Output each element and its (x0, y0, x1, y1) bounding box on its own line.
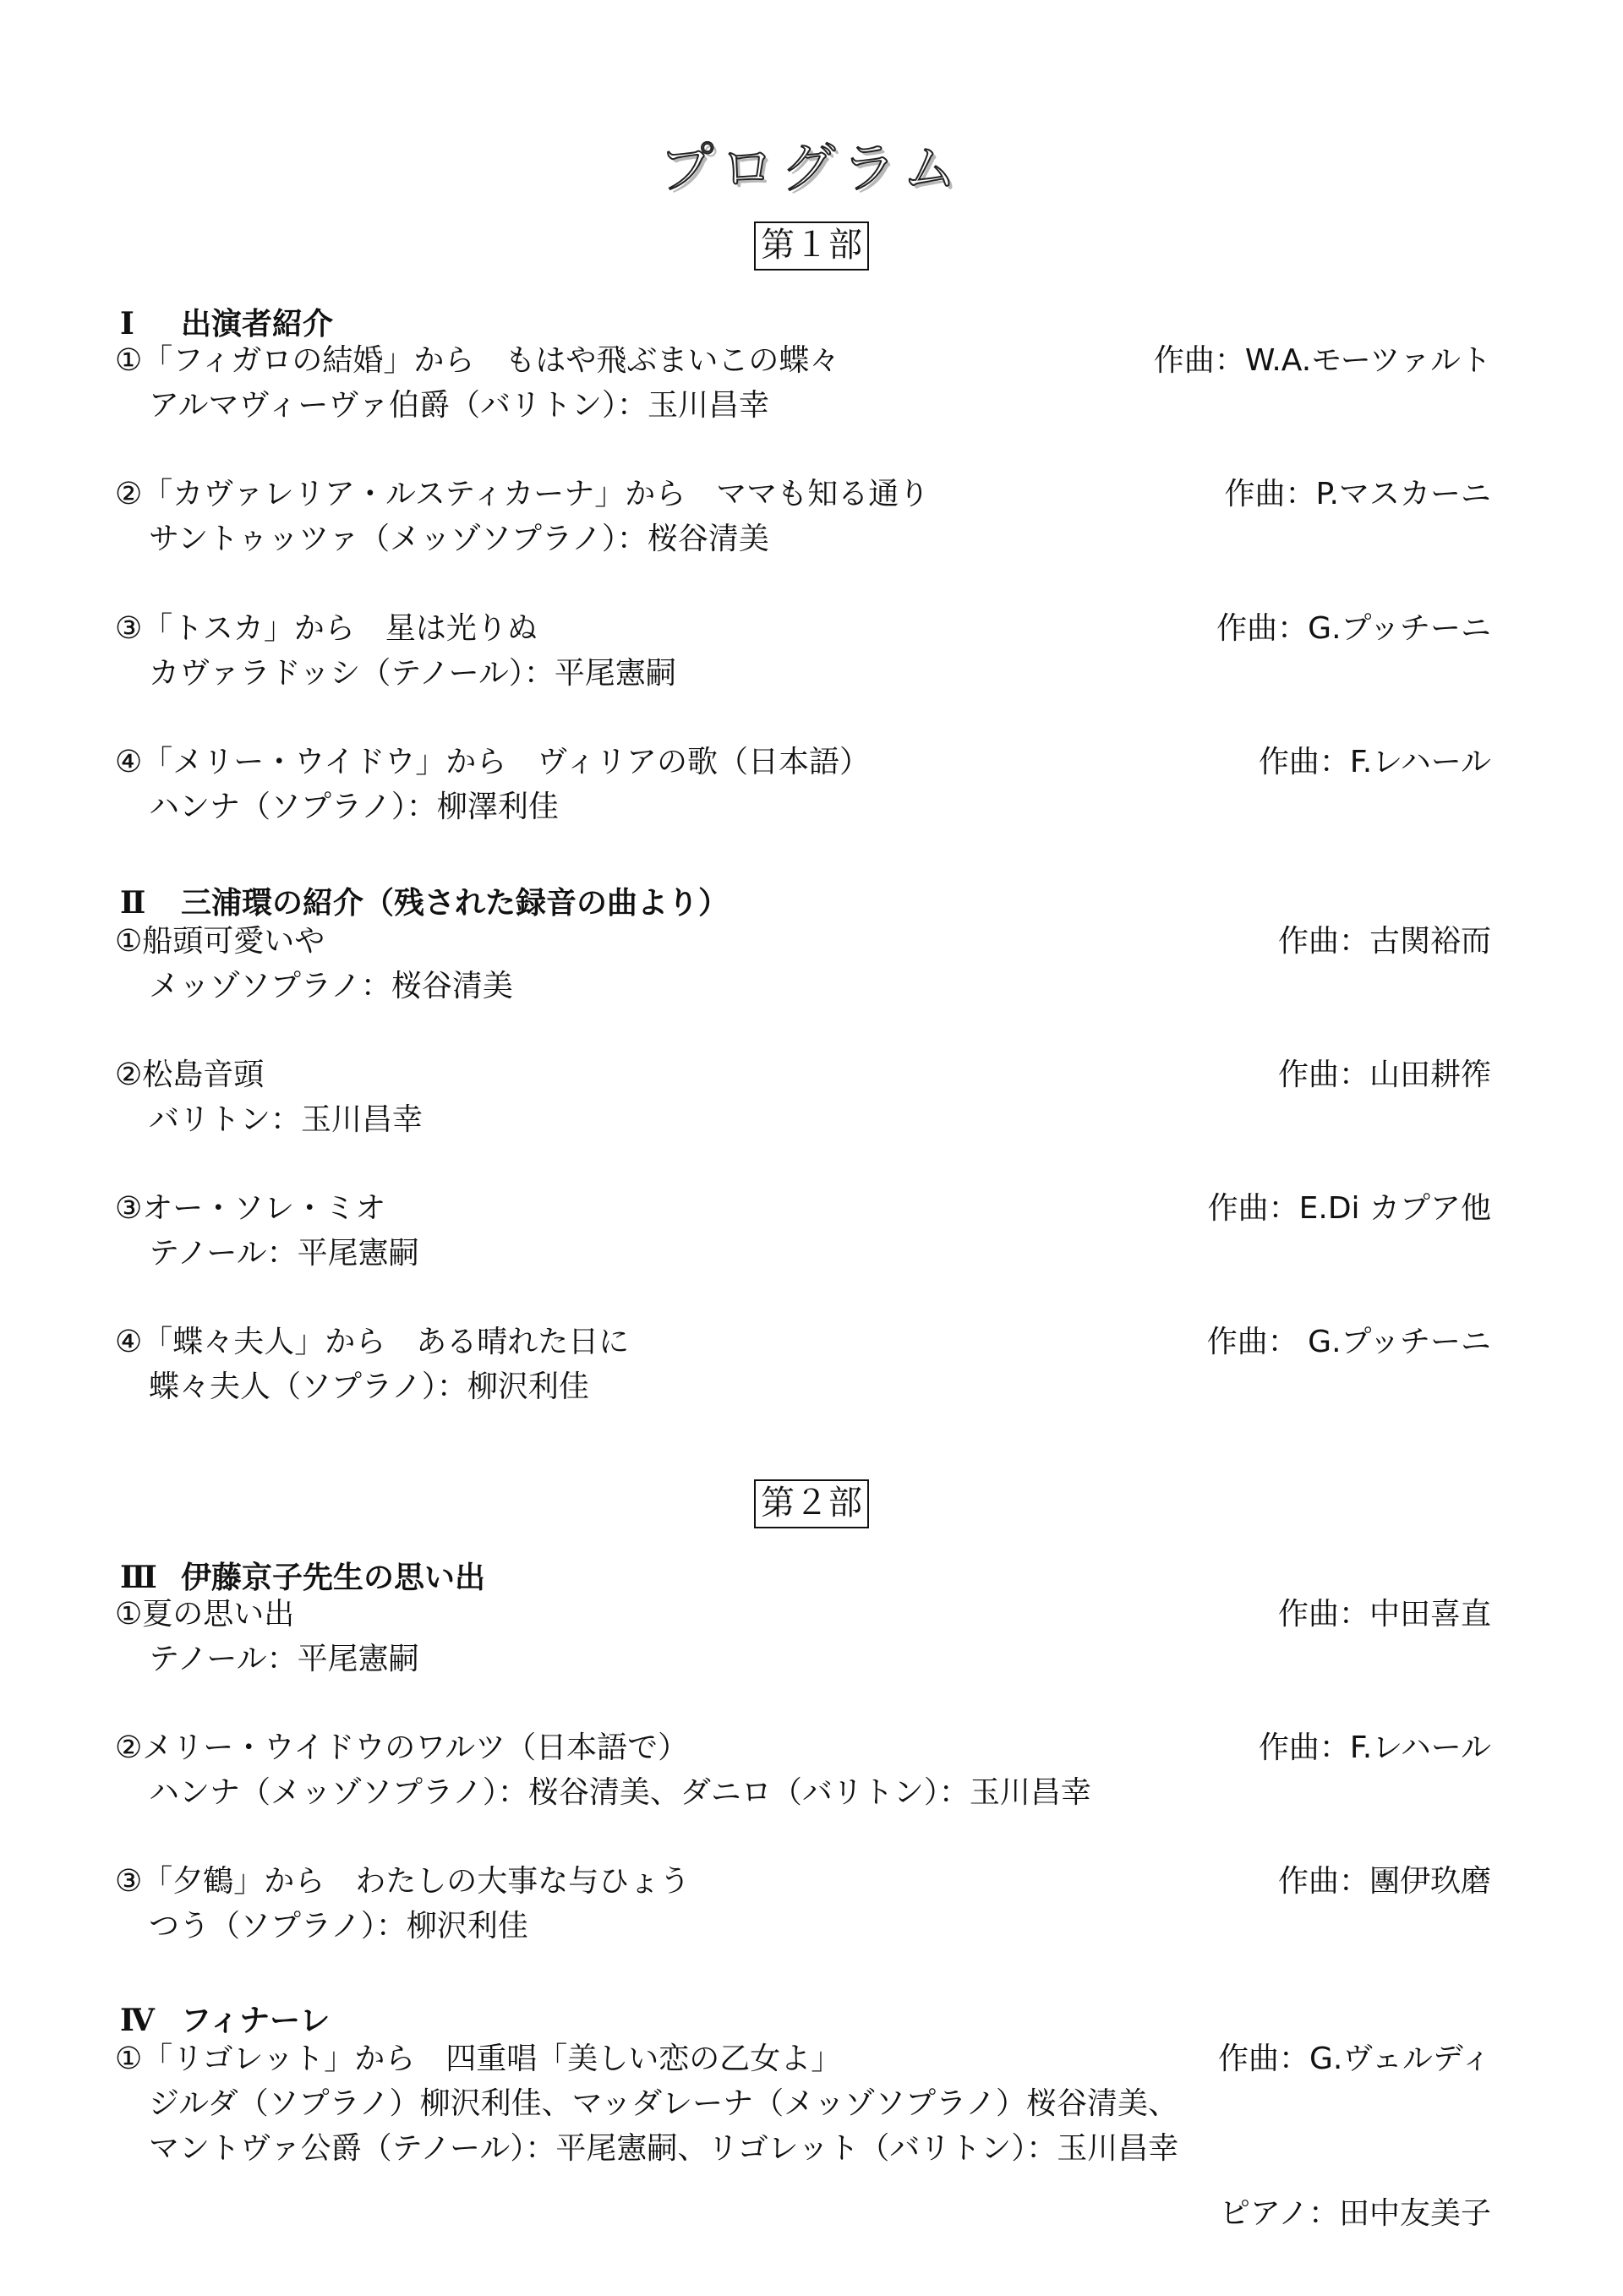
section-3-heading (120, 1554, 485, 1597)
page-title: プログラム (659, 138, 964, 200)
section-1-title: 出演者紹介 (181, 306, 334, 342)
section-4-heading (120, 1997, 330, 2040)
piece-composer: 作曲：G.ヴェルディ (1217, 2042, 1491, 2076)
piece-composer: 作曲：山田耕筰 (1277, 1058, 1491, 1092)
piece-title: ④「蝶々夫人」から ある晴れた日に (115, 1325, 630, 1359)
piece-composer: 作曲：古関裕而 (1277, 924, 1491, 959)
piece-title: ③「夕鶴」から わたしの大事な与ひょう (115, 1864, 691, 1899)
piece-composer: 作曲：F.レハール (1258, 745, 1491, 779)
piece-performer: ジルダ（ソプラノ）柳沢利佳、マッダレーナ（メッゾソプラノ）桜谷清美、 (149, 2086, 1179, 2121)
piece-title: ②メリー・ウイドウのワルツ（日本語で） (115, 1730, 689, 1765)
piece-title: ①船頭可愛いや (115, 924, 325, 959)
section-3-numeral: Ⅲ (120, 1560, 157, 1595)
piece-composer: 作曲： G.プッチーニ (1206, 1325, 1491, 1359)
piece-composer: 作曲：中田喜直 (1277, 1597, 1491, 1632)
section-2-title: 三浦環の紹介（残された録音の曲より） (181, 885, 730, 921)
piece-composer: 作曲：E.Di カプア他 (1207, 1191, 1491, 1226)
piece-performer: ハンナ（ソプラノ）：柳澤利佳 (149, 790, 559, 824)
piece-title: ③「トスカ」から 星は光りぬ (115, 611, 538, 646)
section-3-title: 伊藤京子先生の思い出 (181, 1560, 486, 1595)
section-4-numeral: Ⅳ (120, 2003, 155, 2038)
piece-performer: マントヴァ公爵（テノール）：平尾憲嗣、リゴレット（バリトン）：玉川昌幸 (149, 2131, 1179, 2166)
piece-performer: テノール：平尾憲嗣 (149, 1236, 419, 1271)
section-4-title: フィナーレ (181, 2003, 331, 2038)
part-2-heading (0, 1479, 1623, 1528)
part-1-heading (0, 221, 1623, 271)
piece-composer: 作曲：P.マスカーニ (1224, 477, 1491, 511)
piece-title: ④「メリー・ウイドウ」から ヴィリアの歌（日本語） (115, 745, 871, 779)
piece-performer: ハンナ（メッゾソプラノ）：桜谷清美、ダニロ（バリトン）：玉川昌幸 (149, 1775, 1091, 1810)
piece-performer: バリトン：玉川昌幸 (149, 1102, 424, 1137)
section-2-numeral: Ⅱ (120, 885, 146, 921)
piece-composer: 作曲：F.レハール (1258, 1730, 1491, 1765)
piece-performer: つう（ソプラノ）：柳沢利佳 (149, 1909, 528, 1943)
part-2-label: 第２部 (754, 1479, 869, 1528)
piece-performer: 蝶々夫人（ソプラノ）：柳沢利佳 (149, 1369, 589, 1404)
part-1-label: 第１部 (754, 221, 869, 271)
piece-performer: サントゥッツァ（メッゾソプラノ）：桜谷清美 (149, 522, 769, 556)
piece-composer: 作曲：G.プッチーニ (1216, 611, 1491, 646)
piece-title: ①夏の思い出 (115, 1597, 295, 1632)
piece-title: ②松島音頭 (115, 1058, 265, 1092)
piece-composer: 作曲：W.A.モーツァルト (1153, 343, 1491, 378)
piece-title: ③オー・ソレ・ミオ (115, 1191, 386, 1226)
piece-performer: アルマヴィーヴァ伯爵（バリトン）：玉川昌幸 (149, 388, 770, 423)
piece-title: ①「リゴレット」から 四重唱「美しい恋の乙女よ」 (115, 2042, 842, 2076)
section-2-heading (120, 879, 729, 922)
piece-performer: メッゾソプラノ：桜谷清美 (149, 969, 513, 1003)
piece-title: ②「カヴァレリア・ルスティカーナ」から ママも知る通り (115, 477, 930, 511)
section-1-heading (120, 300, 333, 343)
piece-performer: カヴァラドッシ（テノール）：平尾憲嗣 (149, 656, 676, 691)
pianist-credit: ピアノ：田中友美子 (1219, 2196, 1491, 2231)
piece-title: ①「フィガロの結婚」から もはや飛ぶまいこの蝶々 (115, 343, 840, 378)
piece-composer: 作曲：團伊玖磨 (1277, 1864, 1491, 1899)
section-1-numeral: Ⅰ (120, 306, 134, 342)
piece-performer: テノール：平尾憲嗣 (149, 1642, 419, 1676)
